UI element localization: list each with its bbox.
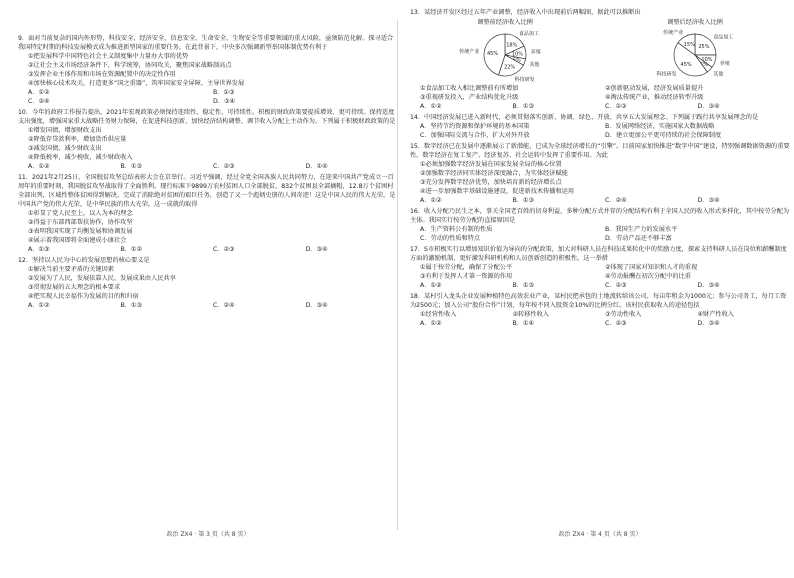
statement-row [410, 310, 790, 319]
page-footer-left: 政治 ZX4 · 第 3 页（共 8 页） [18, 529, 398, 538]
statement-item: ②发展为了人民，发展依靠人民，发展成果由人民共享 [18, 274, 398, 283]
statement-item: ①把发展科学中国特色社会主义制度集中力量办大事的优势 [18, 52, 398, 61]
option[interactable]: A．①② [28, 162, 121, 171]
options-row [18, 88, 398, 97]
option[interactable]: D．③④ [698, 102, 791, 111]
option[interactable]: D．劳动产品还不够丰富 [605, 234, 790, 243]
question-stem: 9．面对当前复杂的国内外形势，科技安全、经济安全、信息安全、生命安全、生物安全等重要领域的重大风险，亟须防范化解。探寻适合我国特定时期的科技发展模式成为推进新型国家的重要任务。在此背景下，中央多次强调新型举国体制优势有利于 [18, 34, 398, 52]
option[interactable]: D．③④ [306, 245, 399, 254]
option[interactable]: C．加强国际交流与合作，扩大对外开放 [420, 131, 605, 140]
option[interactable]: A．生产资料公有制的性质 [420, 225, 605, 234]
option[interactable]: B．①③ [213, 88, 398, 97]
option[interactable]: A．①② [420, 319, 513, 328]
option[interactable]: B．①② [121, 245, 214, 254]
pie-percent-label: 10% [701, 57, 712, 63]
options-row [18, 301, 398, 310]
statement-item: ④淘汰传统产业，推动经济转型升级 [605, 93, 790, 102]
options-row [410, 225, 790, 234]
statement-item: ④降低税率，减少税收，减少财政收入 [18, 153, 398, 162]
statement-item: ③劳动性收入 [605, 310, 698, 319]
option[interactable]: B．发展网络经济，实施国家大数据战略 [605, 122, 790, 131]
option[interactable]: A．①② [420, 102, 513, 111]
option[interactable]: A．①② [28, 88, 213, 97]
option[interactable]: D．建立更加公平更可持续的社会保障制度 [605, 131, 790, 140]
question-stem: 13．某经济开发区经过五年产业调整，经济收入中出现前后两幅图，据此可以推断出 [410, 8, 790, 17]
statement-row [410, 84, 790, 93]
question-13 [410, 8, 790, 111]
statement-item: ①经营性收入 [420, 310, 513, 319]
option[interactable]: D．③④ [698, 281, 791, 290]
pie-percent-label: 45% [681, 62, 692, 68]
option[interactable]: A．①③ [28, 245, 121, 254]
pie-category-label: 其他 [529, 61, 539, 68]
pie-charts [410, 18, 790, 82]
statement-item: ①彰显了党人民至上，以人为本的理念 [18, 209, 398, 218]
statement-item: ①解决当前主要矛盾的关键因素 [18, 265, 398, 274]
question-stem: 15．数字经济已在发展中逐渐展示了新潜能，已成为全球经济增长的“引擎”。目前国家加快推进“数字中国”建设，特别强调数据资源的重要性，数字经济在复工复产、经济复苏、社会运转中发挥了重要作用。为此 [410, 142, 790, 160]
statement-item: ③充分发挥数字经济优势，加快培育新的经济增长点 [410, 178, 790, 187]
pie-chart-svg [620, 27, 770, 82]
statement-row [410, 93, 790, 102]
statement-item: ①必须加强数字经济发展在国家发展全局的核心位置 [410, 160, 790, 169]
statement-item: ②加强数字经济同实体经济深度融合，为实体经济赋能 [410, 169, 790, 178]
statement-item: ④进一步加强数字基础设施建设，促进新技术传播和运用 [410, 187, 790, 196]
option[interactable]: C．②④ [28, 97, 213, 106]
statement-item: ④展示着我国即将全面建成小康社会 [18, 236, 398, 245]
option[interactable]: A．①② [420, 281, 513, 290]
pie-percent-label: 18% [506, 42, 517, 48]
question-18 [410, 292, 790, 328]
statement-item: ④加快核心技术攻关，打造更多“国之重器”，筑牢国家安全屏障，主导世界发展 [18, 79, 398, 88]
statement-item: ④把实现人民幸福作为发展的目的和归宿 [18, 292, 398, 301]
statement-item: ②得益于东部西部帮扶协作，协作攻坚 [18, 218, 398, 227]
option[interactable]: A．①② [28, 301, 121, 310]
pie-chart-before [430, 18, 580, 82]
option[interactable]: B．我国生产力的发展水平 [605, 225, 790, 234]
page-left [18, 34, 398, 578]
options-row [410, 281, 790, 290]
pie-category-label: 科技研发 [657, 70, 677, 77]
pie-chart-after [620, 18, 770, 82]
option[interactable]: C．②③ [605, 281, 698, 290]
question-15 [410, 142, 790, 205]
pie-category-label: 养殖 [720, 60, 730, 67]
option[interactable]: C．②③ [213, 245, 306, 254]
statement-item: ②转移性收入 [513, 310, 606, 319]
pie-category-label: 科技研发 [515, 76, 535, 82]
chart-title: 调整后经济收入比例 [620, 18, 770, 27]
option[interactable]: A．①② [420, 196, 513, 205]
question-stem: 14．中国经济发展已进入新时代，必须贯彻落实创新、协调、绿色、开放、共享五大发展理念。下列属于践行共享发展理念的是 [410, 113, 790, 122]
options-row [18, 162, 398, 171]
option[interactable]: B．①③ [513, 281, 606, 290]
pie-category-label: 其他 [713, 70, 723, 77]
option[interactable]: D．③④ [698, 196, 791, 205]
question-stem: 18．某村引入龙头企业发展种植特色高效农业产业，某村民把承包的土地流转给该公司，每亩年租金为1000元；参与公司务工，每月工资为2500元；加入公司“股份合作”计划，每年按不同入股资金10%的比例分红。该村民获取收入的途径包括 [410, 292, 790, 310]
options-row [18, 97, 398, 106]
question-11 [18, 173, 398, 254]
statement-row [410, 272, 790, 281]
statement-item: ②降低存贷款利率，增加货币供应量 [18, 135, 398, 144]
pie-percent-label: 5% [513, 57, 521, 63]
pie-chart-svg [430, 27, 580, 82]
chart-title: 调整前经济收入比例 [430, 18, 580, 27]
pie-category-label: 传统产业 [663, 29, 683, 36]
pie-category-label: 食品加工 [519, 30, 539, 37]
options-row [410, 319, 790, 328]
question-stem: 11．2021年2月25日，全国脱贫攻坚总结表彰大会在京举行。习近平强调，经过全党全国各族人民共同努力，在迎来中国共产党成立一百周年的重要时刻，我国脱贫攻坚战取得了全面胜利。现行标准下9899万农村贫困人口全部脱贫，832个贫困县全部摘帽，12.8万个贫困村全部出列，区域性整体贫困得到解决，完成了消除绝对贫困的艰巨任务，创造了又一个彪炳史册的人间奇迹！这是中国人民的伟大光荣，是中国共产党的伟大光荣，是中华民族的伟大光荣。这一成就的取得 [18, 173, 398, 209]
options-row [18, 245, 398, 254]
option[interactable]: B．①③ [121, 162, 214, 171]
statement-item: ③表明我国实现了均衡发展和协调发展 [18, 227, 398, 236]
option[interactable]: C．②④ [605, 196, 698, 205]
option[interactable]: B．①③ [513, 102, 606, 111]
pie-percent-label: 5% [700, 62, 708, 68]
option[interactable]: D．③④ [698, 319, 791, 328]
question-stem: 12．坚持以人民为中心的发展思想的核心要义是 [18, 256, 398, 265]
statement-item: ③重视研发投入，产业结构优化升级 [420, 93, 605, 102]
statement-item: ③发挥企业主体作用和市场在资源配置中的决定性作用 [18, 70, 398, 79]
pie-category-label: 养殖 [531, 49, 541, 56]
pie-percent-label: 10% [512, 51, 523, 57]
options-row [410, 131, 790, 140]
pie-percent-label: 22% [504, 65, 515, 71]
option[interactable]: C．②③ [213, 162, 306, 171]
options-row [410, 102, 790, 111]
option[interactable]: D．①④ [306, 162, 399, 171]
statement-item: ①属于按劳分配，确保了分配公平 [420, 263, 605, 272]
question-10 [18, 108, 398, 171]
statement-item: ②创新驱动发展，经济发展质量提升 [605, 84, 790, 93]
option[interactable]: C．劳动的性质和特点 [420, 234, 605, 243]
pie-percent-label: 45% [487, 51, 498, 57]
pie-category-label: 食品加工 [713, 34, 733, 41]
statement-item: ①增发国债，增加财政支出 [18, 126, 398, 135]
pie-percent-label: 15% [684, 42, 695, 48]
statement-item: ③贯彻发展的五大理念的根本要求 [18, 283, 398, 292]
option[interactable]: A．坚持节约资源和保护环境的基本国策 [420, 122, 605, 131]
question-stem: 17．S市积极实行以增加知识价值为导向的分配政策，加大对科研人员在科技成果转化中的奖励力度，探索支持科研人员在岗位和薪酬制度方面的激励机制，更好激发科研机构和人员创新创造的积极性。这一举措 [410, 245, 790, 263]
pie-category-label: 传统产业 [459, 48, 479, 55]
option[interactable]: D．③④ [306, 301, 399, 310]
option[interactable]: B．①③ [121, 301, 214, 310]
option[interactable]: D．③④ [213, 97, 398, 106]
question-stem: 16．收入分配乃民生之本，事关全国老百姓的切身利益，多种分配方式并存的分配结构有利于全国人民的收入形式多样化，其中按劳分配为主体。我国实行按劳分配的直接原因是 [410, 207, 790, 225]
option[interactable]: B．①③ [513, 196, 606, 205]
statement-item: ④财产性收入 [698, 310, 791, 319]
question-stem: 10．今年的政府工作报告提出，2021年宏观政策必须保持连续性、稳定性、可持续性。积极的财政政策要提质增效、更可持续。保持适度支出强度，增强国家重大战略任务财力保障，在促进科技创新、加快经济结构调整、调节收入分配上主动作为。下列属于积极财政政策的是 [18, 108, 398, 126]
question-12 [18, 256, 398, 310]
option[interactable]: C．②③ [605, 102, 698, 111]
statement-item: ②让社会主义市场经济条件下，科学统筹，协同攻关，聚焦国家战略制高点 [18, 61, 398, 70]
options-row [410, 122, 790, 131]
statement-item: ①食品加工收入相比调整前有所增加 [420, 84, 605, 93]
statement-item: ②体现了国家对知识和人才的重视 [605, 263, 790, 272]
option[interactable]: B．①④ [513, 319, 606, 328]
options-row [410, 196, 790, 205]
question-9 [18, 34, 398, 106]
statement-item: ④劳动报酬在初次分配中的比重 [605, 272, 790, 281]
pie-percent-label: 25% [698, 44, 709, 50]
question-14 [410, 113, 790, 140]
question-17 [410, 245, 790, 290]
question-16 [410, 207, 790, 243]
option[interactable]: C．②④ [213, 301, 306, 310]
page-right [410, 8, 790, 552]
statement-item: ③减发国债，减少财政支出 [18, 144, 398, 153]
statement-item: ③有利于发挥人才第一资源的作用 [420, 272, 605, 281]
statement-row [410, 263, 790, 272]
page-footer-right: 政治 ZX4 · 第 4 页（共 8 页） [410, 529, 790, 538]
option[interactable]: C．②③ [605, 319, 698, 328]
options-row [410, 234, 790, 243]
